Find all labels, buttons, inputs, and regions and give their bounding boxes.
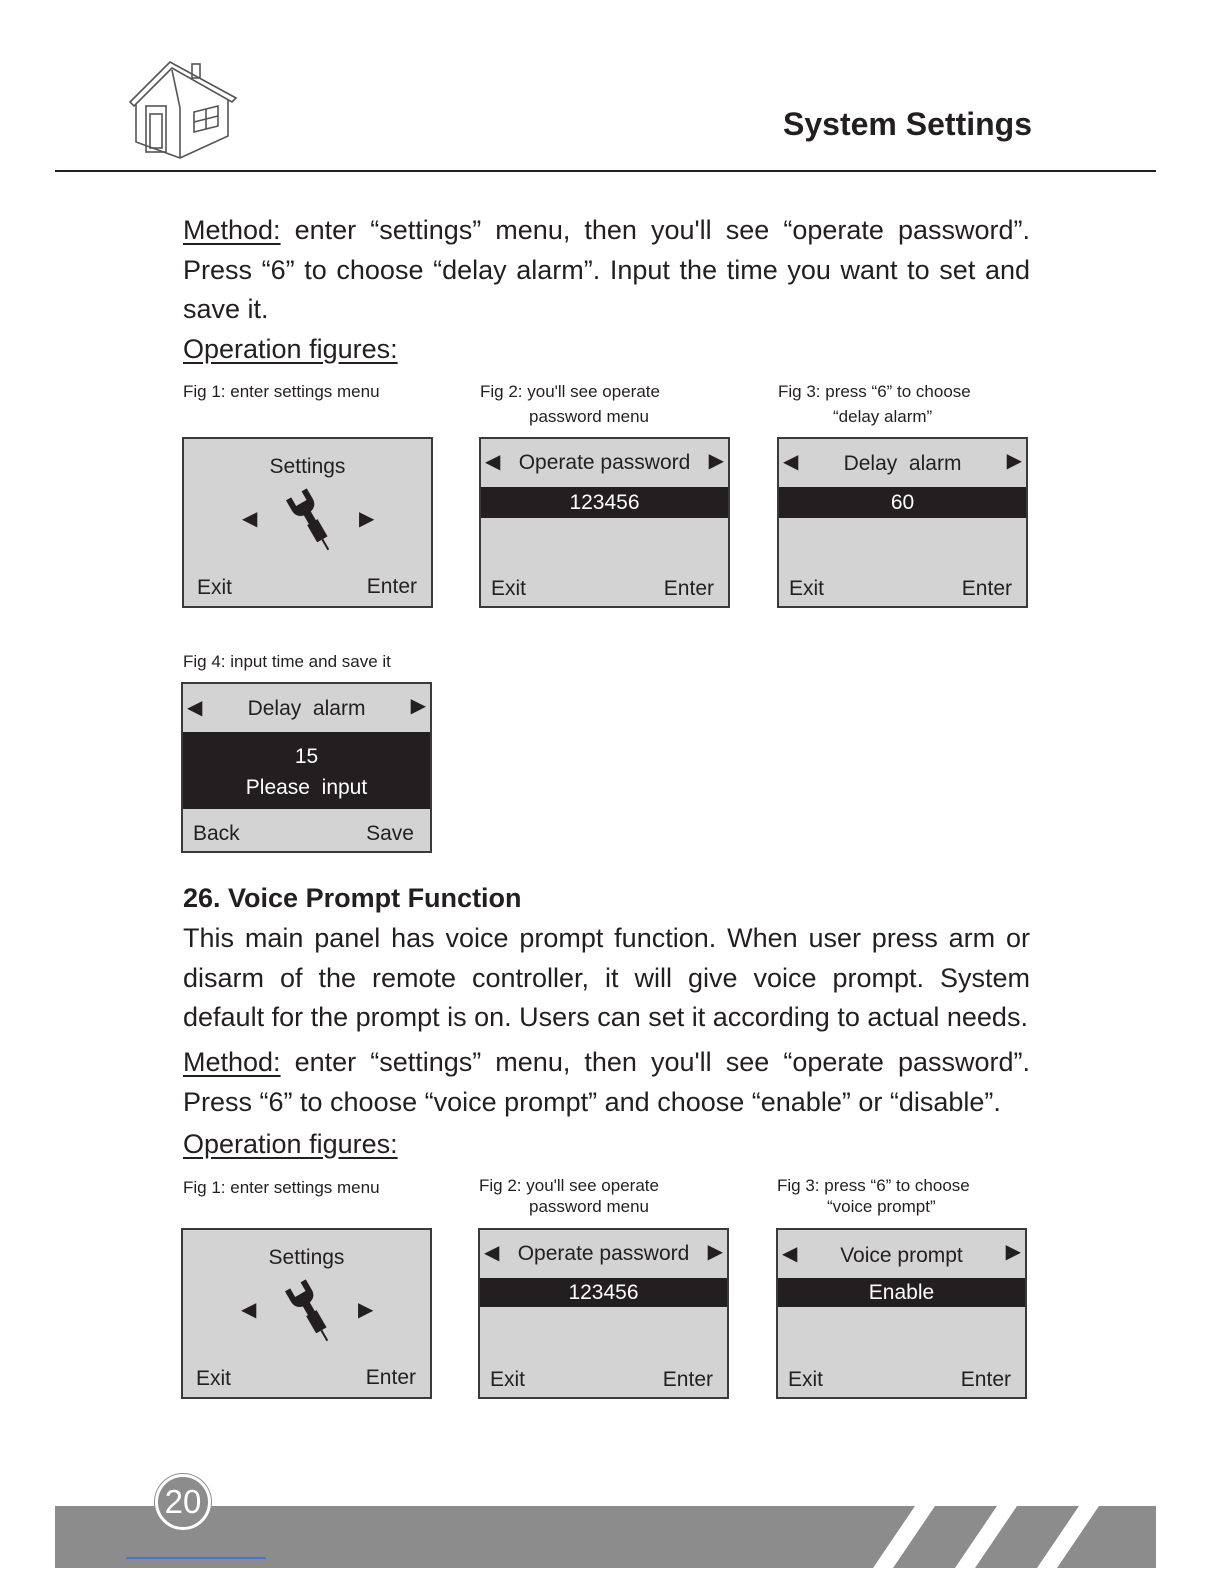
left-arrow-icon: ◀ <box>242 508 258 530</box>
fig1-caption: Fig 1: enter settings menu <box>183 1178 380 1197</box>
method-line: enter “settings” menu, then you'll see “operate password”. <box>280 215 1030 245</box>
exit-softkey: Exit <box>788 1368 824 1391</box>
left-arrow-icon: ◀ <box>485 451 501 473</box>
lcd-voice-prompt-screen <box>776 1228 1027 1399</box>
lcd-title: Settings <box>269 455 346 478</box>
fig4-caption: Fig 4: input time and save it <box>183 652 391 671</box>
lcd-value-bar: 60 <box>779 487 1026 518</box>
fig2-caption: Fig 2: you'll see operate password menu <box>479 1176 659 1216</box>
page-number: 20 <box>155 1474 211 1530</box>
lcd-title: Delay alarm <box>843 452 962 475</box>
lcd-value-bar: 123456 <box>481 487 728 518</box>
right-arrow-icon: ▶ <box>358 1299 374 1321</box>
right-arrow-icon: ▶ <box>707 1241 723 1263</box>
fig3-caption: Fig 3: press “6” to choose “delay alarm” <box>778 382 971 426</box>
left-arrow-icon: ◀ <box>241 1299 257 1321</box>
method-label: Method: <box>183 215 281 245</box>
house-icon <box>128 58 238 162</box>
lcd-title: Settings <box>268 1246 345 1269</box>
back-softkey: Back <box>193 822 240 845</box>
lcd-operate-password-screen <box>479 437 730 608</box>
fig1-caption: Fig 1: enter settings menu <box>183 382 380 401</box>
save-softkey: Save <box>366 822 414 845</box>
fig3-caption: Fig 3: press “6” to choose “voice prompt” <box>777 1176 970 1216</box>
figures-heading: Operation figures: <box>183 334 398 364</box>
lcd-value-bar: Enable <box>778 1278 1025 1307</box>
voice-body-paragraph: This main panel has voice prompt function. When user press arm or disarm of the remote controller, it will give voice prompt. System default for the prompt is on. Users can set it according to actual needs. <box>183 923 1030 1032</box>
method-line: enter “settings” menu, then you'll see “operate password”. <box>280 1047 1030 1077</box>
lcd-title: Operate password <box>518 451 691 474</box>
exit-softkey: Exit <box>490 1368 526 1391</box>
left-arrow-icon: ◀ <box>783 451 799 473</box>
header-divider <box>55 170 1156 172</box>
exit-softkey: Exit <box>196 1367 232 1390</box>
exit-softkey: Exit <box>491 577 527 600</box>
enter-softkey: Enter <box>961 577 1012 600</box>
lcd-value-bar: 123456 <box>480 1278 727 1307</box>
method-rest: Press “6” to choose “voice prompt” and choose “enable” or “disable”. <box>183 1086 1001 1117</box>
method-label: Method: <box>183 1047 281 1077</box>
section-title: 26. Voice Prompt Function <box>183 883 522 913</box>
input-prompt: Please input <box>245 776 368 799</box>
right-arrow-icon: ▶ <box>359 508 375 530</box>
wrench-icon <box>279 485 341 555</box>
enter-softkey: Enter <box>662 1368 713 1391</box>
right-arrow-icon: ▶ <box>1005 1241 1021 1263</box>
enter-softkey: Enter <box>663 577 714 600</box>
enter-softkey: Enter <box>960 1368 1011 1391</box>
voice-method-paragraph <box>183 1043 1030 1122</box>
right-arrow-icon: ▶ <box>410 695 426 717</box>
lcd-input-screen <box>181 682 432 853</box>
wrench-icon <box>278 1276 340 1346</box>
left-arrow-icon: ◀ <box>187 697 203 719</box>
method-rest: Press “6” to choose “delay alarm”. Input the time you want to set and save it. <box>183 254 1030 324</box>
lcd-settings-screen <box>182 437 433 608</box>
figures-heading: Operation figures: <box>183 1129 398 1159</box>
left-arrow-icon: ◀ <box>484 1242 500 1264</box>
lcd-settings-screen <box>181 1228 432 1399</box>
left-arrow-icon: ◀ <box>782 1243 798 1265</box>
lcd-title: Operate password <box>517 1242 690 1265</box>
right-arrow-icon: ▶ <box>1006 450 1022 472</box>
lcd-input-bar <box>183 732 430 809</box>
input-value: 15 <box>294 745 319 768</box>
delay-method-paragraph <box>183 211 1030 330</box>
fig2-caption: Fig 2: you'll see operate password menu <box>480 382 660 426</box>
lcd-operate-password-screen <box>478 1228 729 1399</box>
lcd-delay-alarm-screen <box>777 437 1028 608</box>
exit-softkey: Exit <box>197 576 233 599</box>
enter-softkey: Enter <box>365 1366 416 1389</box>
lcd-title: Delay alarm <box>247 697 366 720</box>
exit-softkey: Exit <box>789 577 825 600</box>
lcd-title: Voice prompt <box>840 1244 963 1267</box>
enter-softkey: Enter <box>366 575 417 598</box>
page-title: System Settings <box>783 106 1032 142</box>
right-arrow-icon: ▶ <box>708 450 724 472</box>
footer-link-underline[interactable] <box>126 1557 266 1559</box>
